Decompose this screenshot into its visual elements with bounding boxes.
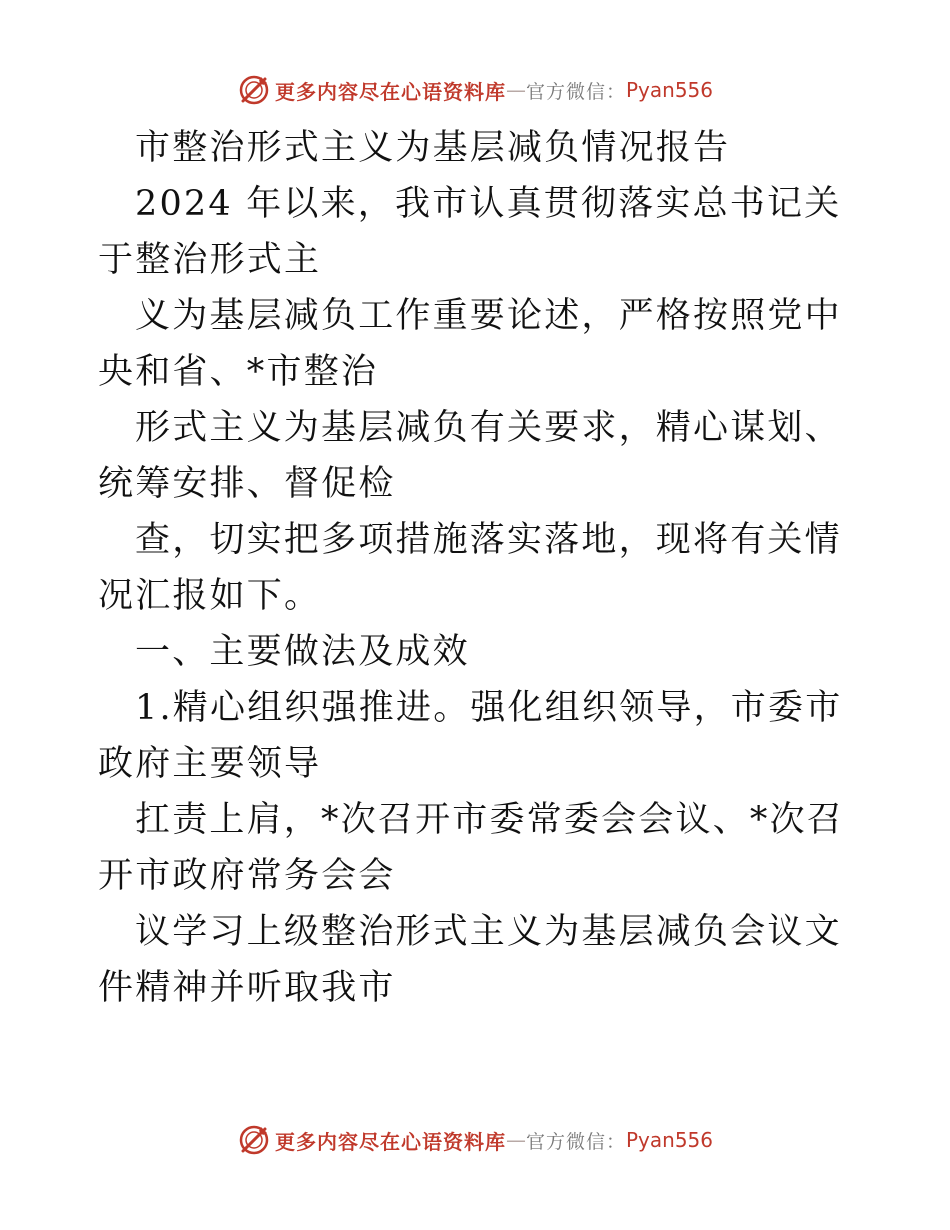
watermark-brand-text: 更多内容尽在心语资料库 bbox=[274, 79, 506, 104]
watermark-dash: — bbox=[505, 1128, 526, 1152]
document-title: 市整治形式主义为基层减负情况报告 bbox=[135, 128, 731, 168]
watermark-wechat-id: Pyan556 bbox=[626, 1128, 714, 1152]
paragraph: 扛责上肩，*次召开市委常委会会议、*次召开市政府常务会会 bbox=[98, 800, 845, 896]
header-watermark bbox=[0, 70, 950, 110]
watermark-wechat-id: Pyan556 bbox=[626, 78, 714, 102]
footer-watermark bbox=[0, 1120, 950, 1160]
paragraph: 查，切实把多项措施落实落地，现将有关情况汇报如下。 bbox=[98, 520, 842, 616]
watermark-wechat-label: 官方微信： bbox=[525, 80, 626, 103]
section-heading: 一、主要做法及成效 bbox=[135, 632, 470, 672]
document-body bbox=[98, 120, 854, 1016]
paragraph: 2024 年以来，我市认真贯彻落实总书记关于整治形式主 bbox=[98, 184, 842, 280]
watermark-dash: — bbox=[505, 78, 526, 102]
logo-seal-icon bbox=[237, 1123, 271, 1157]
logo-seal-icon bbox=[237, 73, 271, 107]
paragraph: 1.精心组织强推进。强化组织领导，市委市政府主要领导 bbox=[98, 688, 843, 784]
paragraph: 形式主义为基层减负有关要求，精心谋划、统筹安排、督促检 bbox=[98, 408, 842, 504]
paragraph: 义为基层减负工作重要论述，严格按照党中央和省、*市整治 bbox=[98, 296, 842, 392]
paragraph: 议学习上级整治形式主义为基层减负会议文件精神并听取我市 bbox=[98, 912, 842, 1008]
watermark-brand-text: 更多内容尽在心语资料库 bbox=[274, 1129, 506, 1154]
watermark-wechat-label: 官方微信： bbox=[525, 1130, 626, 1153]
